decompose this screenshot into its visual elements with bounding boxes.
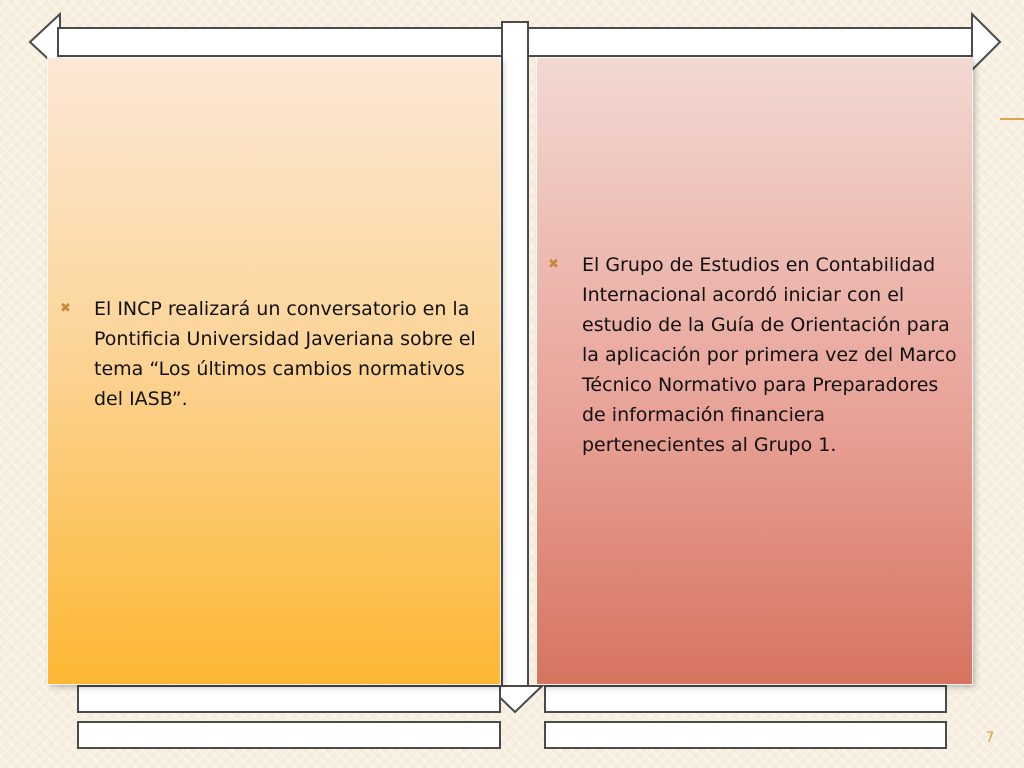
left-bullet: [60, 294, 480, 414]
bullet-x-icon: ✖: [60, 301, 71, 316]
top-left-bar: [58, 28, 502, 56]
decorative-line: [1000, 118, 1024, 120]
bottom-left-bar-2: [78, 722, 500, 748]
right-arrow-head: [972, 14, 1000, 70]
right-bullet: [548, 250, 958, 460]
left-bullet-text: El INCP realizará un conversatorio en la Pontificia Universidad Javeriana sobre el tema “Los últimos cambios normativos del IASB”.: [94, 298, 476, 410]
page-number: 7: [985, 730, 995, 746]
vertical-bar: [502, 22, 528, 692]
bottom-right-bar-1: [545, 686, 946, 712]
top-right-bar: [528, 28, 974, 56]
right-bullet-text: El Grupo de Estudios en Contabilidad Internacional acordó iniciar con el estudio de la Guía de Orientación para la aplicación por primera vez del Marco Técnico Normativo para Preparadores de información financiera pertenecientes al Grupo 1.: [582, 254, 957, 456]
bottom-left-bar-1: [78, 686, 500, 712]
bottom-right-bar-2: [545, 722, 946, 748]
bullet-x-icon: ✖: [548, 257, 559, 272]
